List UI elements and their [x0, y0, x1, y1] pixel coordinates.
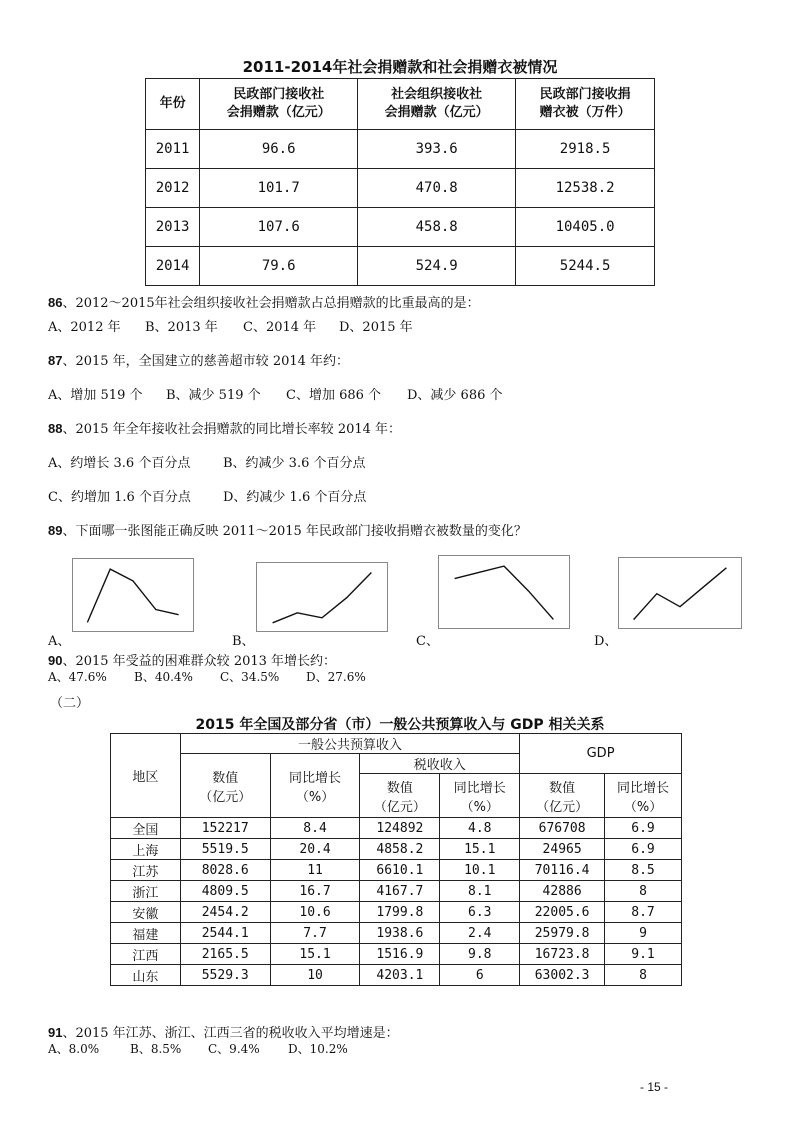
- header-budget-growth: 同比增长 （%）: [270, 754, 360, 818]
- table-cell: 10405.0: [516, 208, 655, 247]
- chart-option-b[interactable]: [256, 562, 388, 632]
- table-cell: 4858.2: [360, 839, 440, 860]
- table-row: [146, 208, 655, 247]
- table-row: [146, 247, 655, 286]
- header-gdp-value: 数值 （亿元）: [520, 774, 605, 818]
- option-b[interactable]: B、40.4%: [134, 670, 193, 684]
- table-row: [146, 130, 655, 169]
- chart-option-c[interactable]: [438, 555, 570, 629]
- chart-label-a[interactable]: A、: [48, 634, 71, 649]
- region-cell: 江苏: [111, 860, 181, 881]
- table-header-row: [146, 79, 655, 130]
- table-cell: 2011: [146, 130, 200, 169]
- table-cell: 2165.5: [180, 944, 270, 965]
- chart-option-a[interactable]: [72, 558, 194, 632]
- table-cell: 5519.5: [180, 839, 270, 860]
- table-cell: 1799.8: [360, 902, 440, 923]
- region-cell: 全国: [111, 818, 181, 839]
- chart-option-d[interactable]: [618, 557, 742, 629]
- option-c[interactable]: C、约增加 1.6 个百分点: [48, 490, 191, 505]
- table-cell: 1516.9: [360, 944, 440, 965]
- table-cell: 10.6: [270, 902, 360, 923]
- header-region: 地区: [111, 734, 181, 818]
- table-cell: 4809.5: [180, 881, 270, 902]
- question-86: 86、2012～2015年社会组织接收社会捐赠款占总捐赠款的比重最高的是：: [48, 295, 480, 311]
- table-cell: 16.7: [270, 881, 360, 902]
- table-cell: 1938.6: [360, 923, 440, 944]
- table-cell: 4.8: [440, 818, 520, 839]
- table-cell: 22005.6: [520, 902, 605, 923]
- table-cell: 470.8: [358, 169, 516, 208]
- table-cell: 2544.1: [180, 923, 270, 944]
- table-row: [146, 169, 655, 208]
- region-cell: 上海: [111, 839, 181, 860]
- options-90: [48, 668, 366, 685]
- table-cell: 8028.6: [180, 860, 270, 881]
- table-cell: 2014: [146, 247, 200, 286]
- options-88-row1: [48, 452, 366, 471]
- table-cell: 15.1: [440, 839, 520, 860]
- table-cell: 6610.1: [360, 860, 440, 881]
- table-cell: 15.1: [270, 944, 360, 965]
- table-cell: 42886: [520, 881, 605, 902]
- option-c[interactable]: C、9.4%: [208, 1042, 260, 1056]
- table-cell: 124892: [360, 818, 440, 839]
- table-cell: 8.1: [440, 881, 520, 902]
- header-budget-value: 数值 （亿元）: [180, 754, 270, 818]
- table-cell: 8.5: [605, 860, 682, 881]
- table-row: [111, 944, 682, 965]
- option-c[interactable]: C、34.5%: [220, 670, 280, 684]
- table-cell: 6.3: [440, 902, 520, 923]
- table-row: [111, 923, 682, 944]
- question-87: 87、2015 年，全国建立的慈善超市较 2014 年约：: [48, 353, 350, 369]
- question-91: 91、2015 年江苏、浙江、江西三省的税收收入平均增速是：: [48, 1025, 399, 1041]
- table-cell: 107.6: [200, 208, 358, 247]
- table-cell: 7.7: [270, 923, 360, 944]
- option-b[interactable]: B、减少 519 个: [166, 388, 261, 403]
- table-header-row: [111, 734, 682, 754]
- header-year: 年份: [146, 79, 200, 130]
- table-cell: 10.1: [440, 860, 520, 881]
- question-90: 90、2015 年受益的困难群众较 2013 年增长约：: [48, 653, 337, 669]
- table-cell: 2918.5: [516, 130, 655, 169]
- table-cell: 9.8: [440, 944, 520, 965]
- option-a[interactable]: A、2012 年: [48, 320, 121, 335]
- table-cell: 79.6: [200, 247, 358, 286]
- table-row: [111, 902, 682, 923]
- option-a[interactable]: A、约增长 3.6 个百分点: [48, 456, 191, 471]
- page-number: - 15 -: [640, 1080, 669, 1094]
- table-cell: 8: [605, 881, 682, 902]
- table-cell: 25979.8: [520, 923, 605, 944]
- table-row: [111, 965, 682, 986]
- options-86: [48, 316, 413, 335]
- table-cell: 6.9: [605, 839, 682, 860]
- table2-title: 2015 年全国及部分省（市）一般公共预算收入与 GDP 相关关系: [195, 717, 605, 733]
- region-cell: 山东: [111, 965, 181, 986]
- region-cell: 浙江: [111, 881, 181, 902]
- table-cell: 676708: [520, 818, 605, 839]
- table-cell: 11: [270, 860, 360, 881]
- table-cell: 393.6: [358, 130, 516, 169]
- header-budget-revenue: 一般公共预算收入: [180, 734, 519, 754]
- options-91: [48, 1040, 348, 1057]
- table-cell: 8.7: [605, 902, 682, 923]
- table-cell: 2012: [146, 169, 200, 208]
- table-cell: 8.4: [270, 818, 360, 839]
- table-row: [111, 881, 682, 902]
- table-cell: 458.8: [358, 208, 516, 247]
- table-row: [111, 860, 682, 881]
- series-line-c: [455, 566, 554, 619]
- donation-table: [145, 78, 655, 286]
- chart-label-b[interactable]: B、: [232, 634, 255, 649]
- option-a[interactable]: A、增加 519 个: [48, 388, 143, 403]
- table1-title: 2011-2014年社会捐赠款和社会捐赠衣被情况: [242, 58, 558, 76]
- region-cell: 江西: [111, 944, 181, 965]
- table-cell: 9.1: [605, 944, 682, 965]
- table-cell: 8: [605, 965, 682, 986]
- option-c[interactable]: C、增加 686 个: [286, 388, 382, 403]
- option-d[interactable]: D、10.2%: [288, 1042, 348, 1056]
- option-a[interactable]: A、8.0%: [48, 1042, 100, 1056]
- question-89: 89、下面哪一张图能正确反映 2011～2015 年民政部门接收捐赠衣被数量的变化？: [48, 523, 527, 539]
- table-cell: 101.7: [200, 169, 358, 208]
- region-cell: 福建: [111, 923, 181, 944]
- header-clothing-donation: 民政部门接收捐 赠衣被（万件）: [516, 79, 655, 130]
- series-line-b: [273, 573, 372, 623]
- budget-gdp-table: [110, 733, 682, 986]
- table-cell: 2013: [146, 208, 200, 247]
- table-cell: 96.6: [200, 130, 358, 169]
- table-cell: 70116.4: [520, 860, 605, 881]
- header-tax-value: 数值 （亿元）: [360, 774, 440, 818]
- header-tax-growth: 同比增长 （%）: [440, 774, 520, 818]
- series-line-a: [87, 569, 178, 622]
- table-cell: 5244.5: [516, 247, 655, 286]
- header-social-org-donation: 社会组织接收社 会捐赠款（亿元）: [358, 79, 516, 130]
- table-row: [111, 839, 682, 860]
- option-c[interactable]: C、2014 年: [243, 320, 317, 335]
- table-cell: 524.9: [358, 247, 516, 286]
- table-cell: 5529.3: [180, 965, 270, 986]
- table-cell: 2.4: [440, 923, 520, 944]
- option-a[interactable]: A、47.6%: [48, 670, 107, 684]
- question-88: 88、2015 年全年接收社会捐赠款的同比增长率较 2014 年：: [48, 421, 402, 437]
- option-b[interactable]: B、8.5%: [130, 1042, 182, 1056]
- table-cell: 63002.3: [520, 965, 605, 986]
- table-cell: 2454.2: [180, 902, 270, 923]
- header-tax-revenue: 税收收入: [360, 754, 520, 774]
- table-cell: 20.4: [270, 839, 360, 860]
- chart-label-d[interactable]: D、: [594, 634, 618, 649]
- header-civil-affairs-donation: 民政部门接收社 会捐赠款（亿元）: [200, 79, 358, 130]
- table-cell: 6.9: [605, 818, 682, 839]
- section-heading: （二）: [50, 696, 90, 711]
- table-cell: 152217: [180, 818, 270, 839]
- chart-label-c[interactable]: C、: [416, 634, 439, 649]
- table-cell: 16723.8: [520, 944, 605, 965]
- region-cell: 安徽: [111, 902, 181, 923]
- option-d[interactable]: D、减少 686 个: [407, 388, 503, 403]
- table-cell: 24965: [520, 839, 605, 860]
- options-88-row2: [48, 486, 366, 505]
- table-row: [111, 818, 682, 839]
- table-cell: 4203.1: [360, 965, 440, 986]
- option-d[interactable]: D、约减少 1.6 个百分点: [223, 490, 367, 505]
- table-cell: 12538.2: [516, 169, 655, 208]
- series-line-d: [634, 568, 727, 620]
- header-gdp-growth: 同比增长 （%）: [605, 774, 682, 818]
- header-gdp: GDP: [520, 734, 682, 774]
- option-d[interactable]: D、2015 年: [339, 320, 413, 335]
- option-b[interactable]: B、约减少 3.6 个百分点: [223, 456, 366, 471]
- table-cell: 4167.7: [360, 881, 440, 902]
- option-d[interactable]: D、27.6%: [306, 670, 366, 684]
- table-cell: 10: [270, 965, 360, 986]
- options-87: [48, 384, 503, 403]
- table-cell: 9: [605, 923, 682, 944]
- option-b[interactable]: B、2013 年: [145, 320, 218, 335]
- table-cell: 6: [440, 965, 520, 986]
